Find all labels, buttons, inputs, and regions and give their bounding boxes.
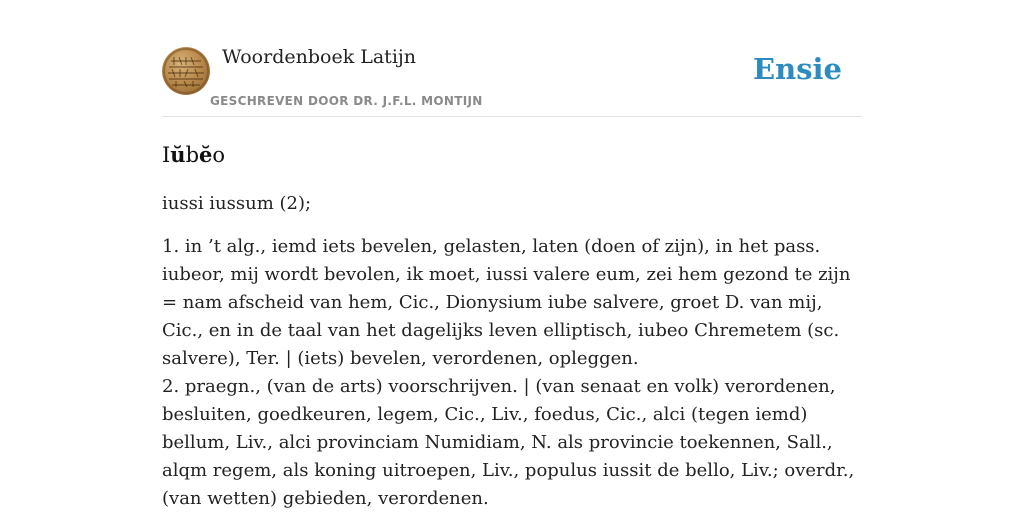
principal-forms: iussi iussum (2); bbox=[162, 193, 312, 214]
brand-logo-link[interactable]: Ensie bbox=[753, 52, 842, 86]
author-byline: GESCHREVEN DOOR DR. J.F.L. MONTIJN bbox=[210, 94, 483, 108]
definition-text bbox=[162, 233, 862, 512]
site-header bbox=[162, 46, 862, 117]
site-title[interactable]: Woordenboek Latijn bbox=[222, 46, 417, 68]
coin-inscription-icon[interactable] bbox=[162, 47, 210, 95]
definition-sense-1: 1. in ’t alg., iemd iets bevelen, gelasten, laten (doen of zijn), in het pass. iubeor, mij wordt bevolen, ik moet, iussi valere eum, zei hem gezond te zijn = nam afscheid van hem, Cic., Dionysium iube salvere, groet D. van mij, Cic., en in de taal van het dagelijks leven elliptisch, iubeo Chremetem (sc. salvere), Ter. | (iets) bevelen, verordenen, opleggen. bbox=[162, 236, 851, 369]
definition-sense-2: 2. praegn., (van de arts) voorschrijven. | (van senaat en volk) verordenen, besluiten, goedkeuren, legem, Cic., Liv., foedus, Cic., alci (tegen iemd) bellum, Liv., alci provinciam Numidiam, N. als provincie toekennen, Sall., alqm regem, als koning uitroepen, Liv., populus iussit de bello, Liv.; overdr., (van wetten) gebieden, verordenen. bbox=[162, 376, 855, 509]
headword: Iŭbĕo bbox=[162, 142, 226, 167]
dictionary-entry bbox=[162, 138, 862, 512]
